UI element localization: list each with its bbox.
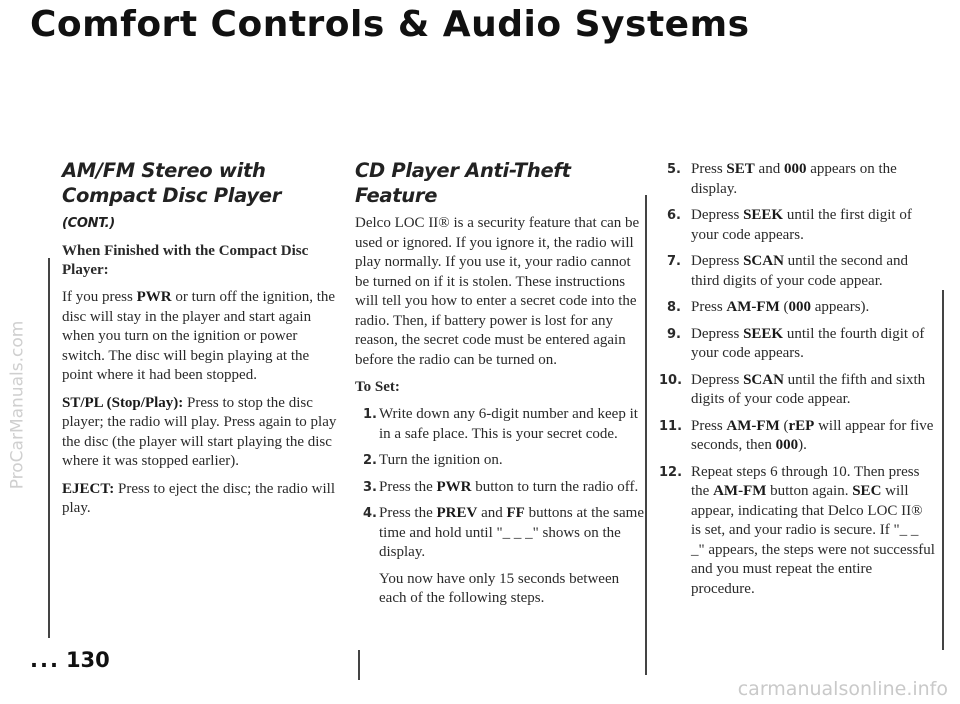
step-number: 5.	[667, 162, 681, 177]
section-heading: CD Player Anti-Theft Feature	[355, 159, 571, 207]
step-number: 4.	[363, 506, 377, 521]
step-item: 7. Depress SCAN until the second and third digits of your code appear.	[665, 252, 935, 291]
step-item: 2. Turn the ignition on.	[355, 451, 645, 471]
step-item: 3. Press the PWR button to turn the radio off.	[355, 478, 645, 498]
step-number: 10.	[659, 372, 683, 388]
paragraph: You now have only 15 seconds between each of the following steps.	[379, 570, 620, 606]
step-number: 3.	[363, 479, 377, 495]
column-rule	[645, 195, 647, 675]
step-number: 2.	[363, 453, 377, 468]
step-number: 12.	[659, 464, 683, 480]
column-rule	[358, 650, 360, 680]
chapter-title: Comfort Controls & Audio Systems	[30, 4, 750, 45]
step-number: 11.	[659, 418, 683, 434]
step-item: 8. Press AM-FM (000 appears).	[665, 298, 935, 318]
column-left	[62, 158, 337, 527]
step-list	[659, 160, 935, 599]
sub-heading: To Set:	[355, 379, 400, 395]
step-item: 9. Depress SEEK until the fourth digit of your code appears.	[665, 325, 935, 364]
section-heading: AM/FM Stereo with Compact Disc Player (CONT.)	[62, 159, 282, 231]
column-right	[659, 160, 935, 606]
term-label: EJECT:	[62, 480, 115, 497]
step-item: 6. Depress SEEK until the first digit of your code appears.	[665, 206, 935, 245]
step-number: 7.	[667, 254, 681, 269]
intro-paragraph: Delco LOC II® is a security feature that can be used or ignored. If you ignore it, the radio will play normally. If you use it, your radio cannot be turned on if it is stolen. These instructions will tell you how to enter a secret code into the radio. Then, if battery power is lost for any reason, the secret code must be entered again before the radio can be turned on.	[355, 215, 640, 368]
term-label: ST/PL (Stop/Play):	[62, 394, 184, 411]
step-item: 11. Press AM-FM (rEP will appear for five seconds, then 000).	[659, 417, 934, 453]
column-middle	[355, 158, 645, 617]
margin-rule	[48, 258, 50, 638]
paragraph: ST/PL (Stop/Play): Press to stop the disc player; the radio will play. Press again to play the disc (the player will start playing the disc where it was stopped earlier).	[62, 394, 337, 469]
heading-suffix: (CONT.)	[62, 216, 115, 231]
page-number: ... 130	[30, 648, 110, 672]
step-item: 5. Press SET and 000 appears on the display.	[665, 160, 935, 199]
step-item: 4. Press the PREV and FF buttons at the same time and hold until "_ _ _" shows on the display.	[355, 504, 645, 563]
paragraph: If you press PWR or turn off the ignition, the disc will stay in the player and start again when you turn on the ignition or power switch. The disc will begin playing at the point where it had been stopped.	[62, 289, 336, 383]
sub-heading: When Finished with the Compact Disc Player:	[62, 243, 309, 278]
step-number: 9.	[667, 326, 681, 342]
margin-rule	[942, 290, 944, 650]
watermark-bottom: carmanualsonline.info	[737, 678, 948, 700]
step-number: 1.	[363, 407, 377, 422]
watermark-left: ProCarManuals.com	[7, 320, 27, 490]
step-list	[355, 405, 645, 563]
step-item: 10. Depress SCAN until the fifth and sixth digits of your code appear.	[659, 371, 926, 407]
step-number: 6.	[667, 208, 681, 223]
step-item: 12. Repeat steps 6 through 10. Then press the AM-FM button again. SEC will appear, indicating that Delco LOC II® is set, and your radio is secure. If "_ _ _" appears, the steps were not successful and you must repeat the entire procedure.	[659, 463, 935, 597]
step-number: 8.	[667, 300, 681, 315]
step-item: 1. Write down any 6-digit number and keep it in a safe place. This is your secret code.	[355, 405, 645, 444]
paragraph: EJECT: Press to eject the disc; the radio will play.	[62, 480, 336, 516]
